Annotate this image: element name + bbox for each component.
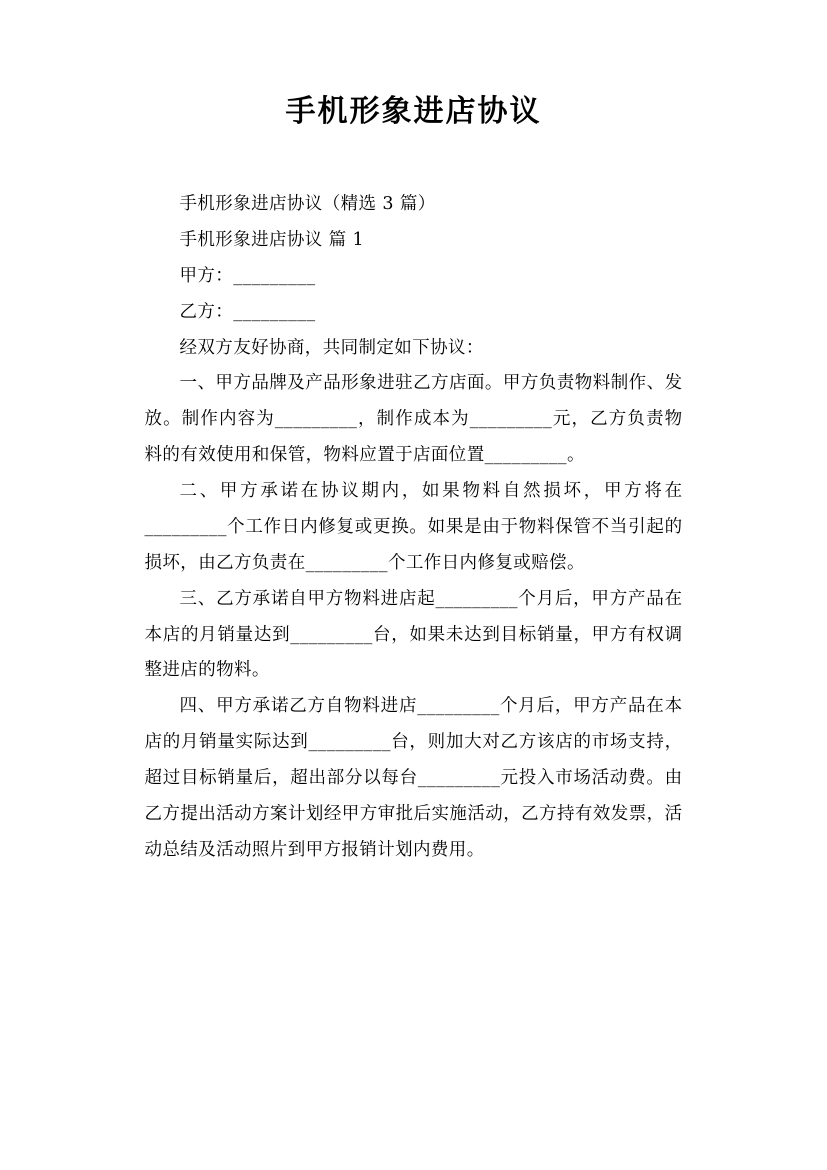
paragraph-section-heading: 手机形象进店协议 篇 1 (179, 229, 365, 250)
paragraph-clause-2: 二、甲方承诺在协议期内，如果物料自然损坏，甲方将在_________个工作日内修复或更换。如果是由于物料保管不当引起的损坏，由乙方负责在_________个工作日内修复或赔偿。 (144, 481, 683, 573)
page-title: 手机形象进店协议 (285, 94, 542, 129)
paragraph-clause-4: 四、甲方承诺乙方自物料进店_________个月后，甲方产品在本店的月销量实际达到_________台，则加大对乙方该店的市场支持，超过目标销量后，超出部分以每台_________元投入市场活动费。由乙方提出活动方案计划经甲方审批后实施活动，乙方持有效发票，活动总结及活动照片到甲方报销计划内费用。 (144, 696, 683, 860)
paragraph-clause-3: 三、乙方承诺自甲方物料进店起_________个月后，甲方产品在本店的月销量达到_________台，如果未达到目标销量，甲方有权调整进店的物料。 (144, 588, 683, 681)
paragraph-subtitle: 手机形象进店协议（精选 3 篇） (179, 194, 436, 214)
paragraph-party-b: 乙方：_________ (179, 301, 316, 322)
paragraph-preamble: 经双方友好协商，共同制定如下协议： (179, 337, 484, 358)
paragraph-party-a: 甲方：_________ (179, 265, 316, 286)
paragraph-clause-1: 一、甲方品牌及产品形象进驻乙方店面。甲方负责物料制作、发放。制作内容为_________，制作成本为_________元，乙方负责物料的有效使用和保管，物料应置于店面位置_________。 (144, 373, 683, 466)
document-body (145, 131, 683, 869)
